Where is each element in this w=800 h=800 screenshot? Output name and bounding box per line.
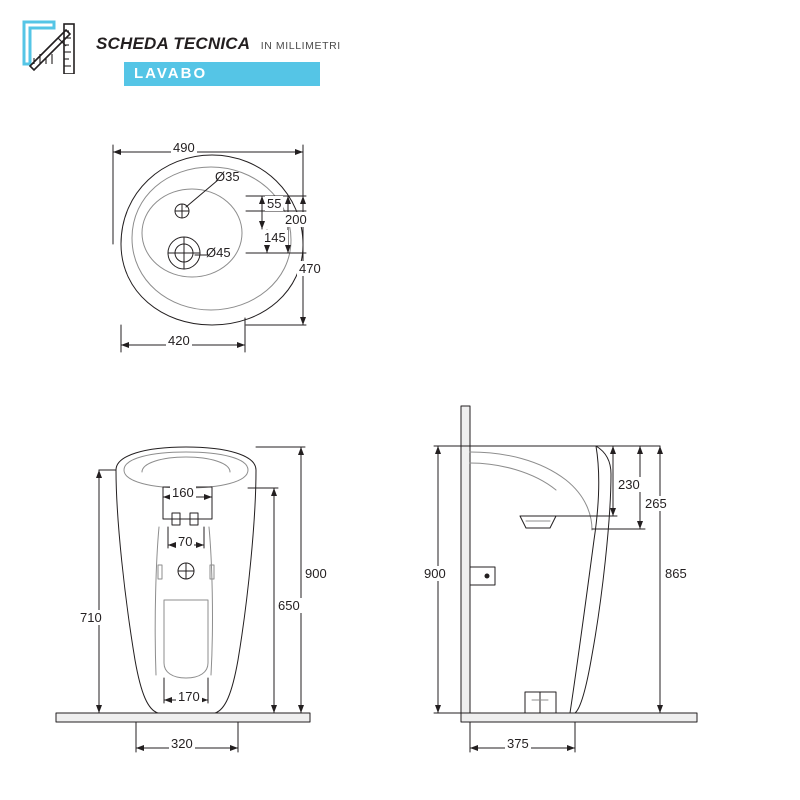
top-view-leaders <box>186 180 218 255</box>
sheet-title: SCHEDA TECNICA <box>96 34 251 53</box>
dim-top-offset-145: 145 <box>264 230 286 245</box>
dim-top-offset-55: 55 <box>267 196 282 211</box>
dim-top-depth: 470 <box>299 261 321 276</box>
product-label: LAVABO <box>134 65 208 82</box>
dim-side-bowl-depth: 230 <box>618 477 640 492</box>
dim-side-height-865: 865 <box>665 566 687 581</box>
dim-front-foot-width: 320 <box>171 736 193 751</box>
dim-front-height-900: 900 <box>305 566 327 581</box>
sheet-subtitle: IN MILLIMETRI <box>260 40 341 52</box>
dim-front-drain-width: 170 <box>178 689 200 704</box>
dim-front-tap-span: 70 <box>178 534 193 549</box>
dim-side-foot-depth: 375 <box>507 736 529 751</box>
dim-top-offset-200: 200 <box>285 212 307 227</box>
dim-front-height-710: 710 <box>80 610 102 625</box>
dim-top-hole-small: Ø35 <box>215 169 240 184</box>
dim-front-height-650: 650 <box>278 598 300 613</box>
dim-top-base-width: 420 <box>168 333 190 348</box>
dim-top-width: 490 <box>173 140 195 155</box>
dim-front-basin-width: 160 <box>172 485 194 500</box>
dim-side-bowl-depth-outer: 265 <box>645 496 667 511</box>
dim-top-hole-large: Ø45 <box>206 245 231 260</box>
dim-side-height-900: 900 <box>424 566 446 581</box>
